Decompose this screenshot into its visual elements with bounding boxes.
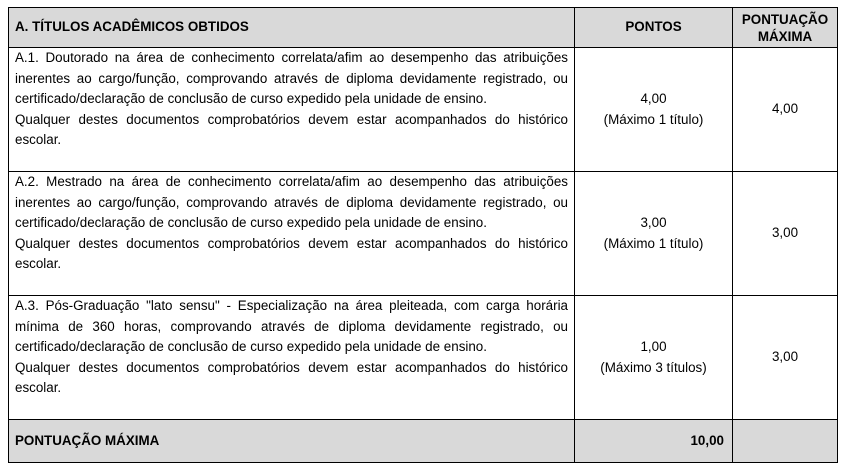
item-points-cell (575, 296, 733, 420)
item-description: A.1. Doutorado na área de conhecimento correlata/afim ao desempenho das atribuições inerentes ao cargo/função, comprovando através de diploma devidamente registrado, ou certificado/declaração de conclusão de curso expedido pela unidade de ensino. (15, 50, 568, 107)
header-title: A. TÍTULOS ACADÊMICOS OBTIDOS (9, 8, 575, 48)
item-points: 4,00 (640, 90, 667, 106)
item-points-cell (575, 172, 733, 296)
header-max-line1: PONTUAÇÃO (741, 11, 829, 27)
item-note: Qualquer destes documentos comprobatórios devem estar acompanhados do histórico escolar. (15, 235, 568, 272)
item-description: A.3. Pós-Graduação "lato sensu" - Especialização na área pleiteada, com carga horária mínima de 360 horas, comprovando através de diploma devidamente registrado, ou certificado/declaração de conclusão de curso expedido pela unidade de ensino. (15, 298, 568, 355)
item-note: Qualquer destes documentos comprobatórios devem estar acompanhados do histórico escolar. (15, 359, 568, 396)
item-max-score: 4,00 (733, 48, 838, 172)
item-limit: (Máximo 1 título) (603, 235, 704, 251)
item-description: A.2. Mestrado na área de conhecimento correlata/afim ao desempenho das atribuições inerentes ao cargo/função, comprovando através de diploma devidamente registrado, ou certificado/declaração de conclusão de curso expedido pela unidade de ensino. (15, 174, 568, 231)
table-header-row (9, 8, 838, 48)
item-points: 1,00 (640, 338, 667, 354)
item-points: 3,00 (640, 214, 667, 230)
item-points-cell (575, 48, 733, 172)
header-points: PONTOS (575, 8, 733, 48)
item-description-cell (9, 48, 575, 172)
item-max-score: 3,00 (733, 172, 838, 296)
item-note: Qualquer destes documentos comprobatórios devem estar acompanhados do histórico escolar. (15, 111, 568, 148)
table-row (9, 296, 838, 420)
item-description-cell (9, 296, 575, 420)
total-row (9, 420, 838, 463)
total-label: PONTUAÇÃO MÁXIMA (9, 420, 575, 463)
total-empty-cell (733, 420, 838, 463)
table-row (9, 48, 838, 172)
header-max-line2: MÁXIMA (757, 28, 813, 44)
total-value: 10,00 (575, 420, 733, 463)
item-limit: (Máximo 1 título) (603, 111, 704, 127)
header-max-score (733, 8, 838, 48)
item-limit: (Máximo 3 títulos) (600, 359, 707, 375)
item-max-score: 3,00 (733, 296, 838, 420)
item-description-cell (9, 172, 575, 296)
academic-titles-table (8, 7, 838, 463)
table-row (9, 172, 838, 296)
